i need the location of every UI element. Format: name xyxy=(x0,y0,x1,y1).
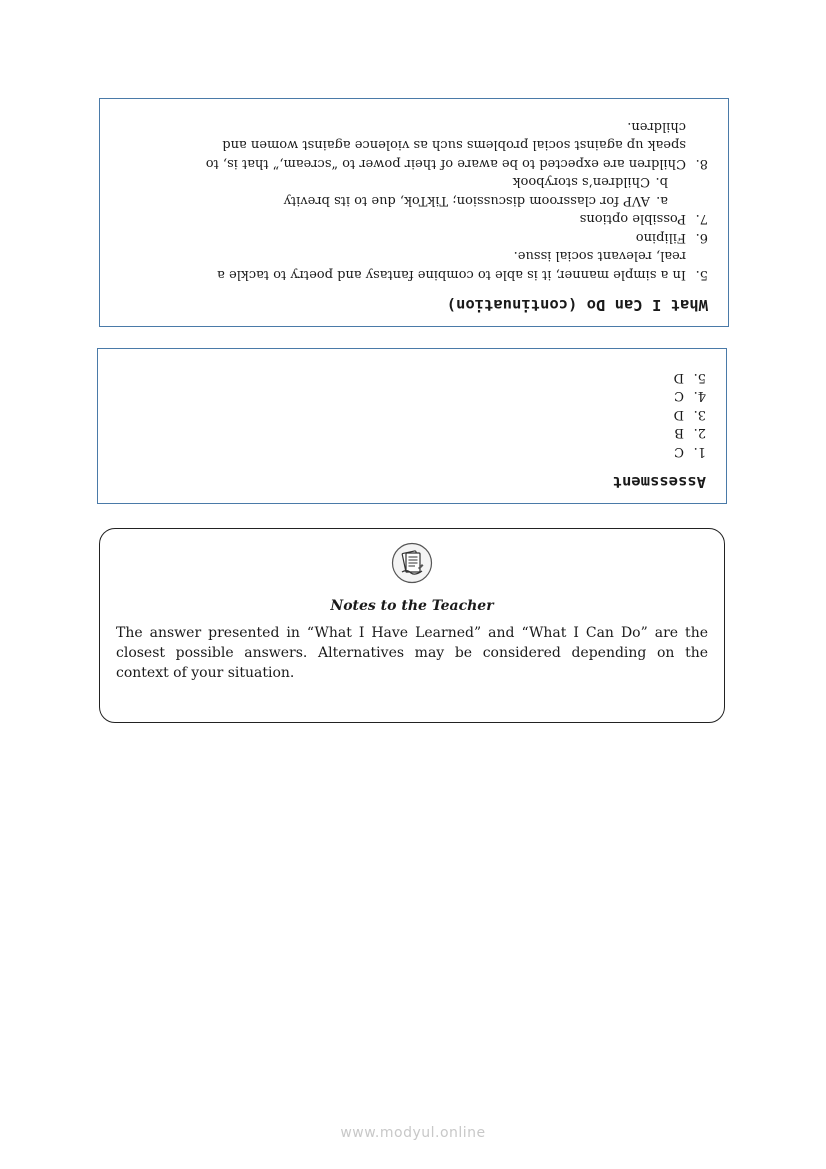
answer-item-7: 7. Possible options xyxy=(579,211,708,227)
answer-item-5-continued: real, relevant social issue. xyxy=(513,248,686,264)
assessment-answer: 2. B xyxy=(674,425,706,441)
assessment-answer: 3. D xyxy=(673,407,706,422)
what-i-can-do-answer-list xyxy=(120,117,708,284)
answer-option-a: a. AVP for classroom discussion; TikTok, due to its brevity xyxy=(283,193,668,208)
assessment-answer: 1. C xyxy=(674,444,706,459)
upside-down-content xyxy=(100,99,728,326)
answer-item-6: 6. Filipino xyxy=(635,230,708,245)
upside-down-content xyxy=(98,349,726,503)
assessment-heading: Assessment xyxy=(612,473,706,491)
answer-item-5: 5. In a simple manner, it is able to combine fantasy and poetry to tackle a xyxy=(217,267,708,282)
what-i-can-do-answer-box xyxy=(99,98,729,327)
notes-body: The answer presented in “What I Have Learned” and “What I Can Do” are the closest possible answers. Alternatives may be considered depending on the context of your situation. xyxy=(116,625,708,681)
answer-option-b: b. Children’s storybook xyxy=(512,174,668,190)
notes-clipboard-icon xyxy=(391,542,433,584)
assessment-answer-list xyxy=(118,368,706,461)
assessment-answer: 5. D xyxy=(673,370,706,385)
answer-item-8: 8. Children are expected to be aware of their power to “scream,” that is, to xyxy=(205,156,708,171)
assessment-answer-box xyxy=(97,348,727,504)
answer-item-8-continued: speak up against social problems such as violence against women and xyxy=(222,137,686,153)
footer-watermark-url: www.modyul.online xyxy=(340,1125,486,1141)
notes-to-teacher-box xyxy=(99,528,725,723)
what-i-can-do-heading: What I Can Do (continuation) xyxy=(446,296,708,314)
notes-title: Notes to the Teacher xyxy=(330,598,494,614)
assessment-answer: 4. C xyxy=(674,388,706,404)
answer-item-8-continued-2: children. xyxy=(627,119,686,134)
